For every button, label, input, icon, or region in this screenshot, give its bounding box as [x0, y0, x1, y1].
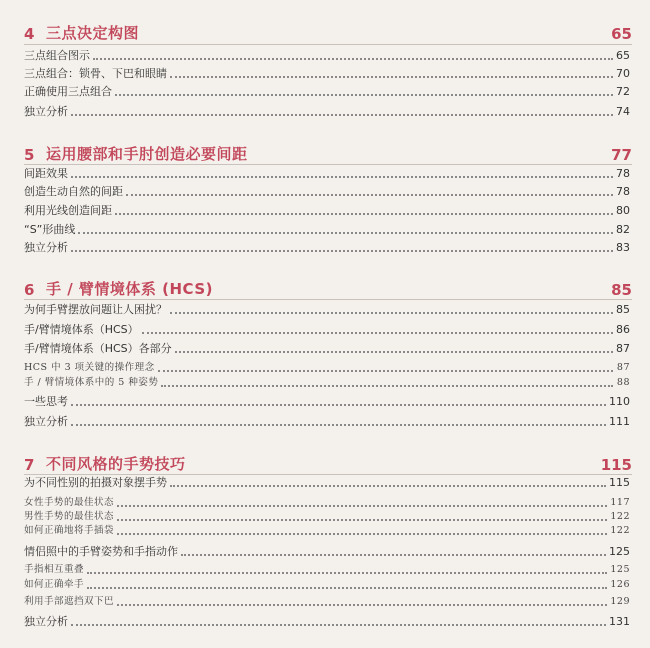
entry-page-number: 125 [609, 545, 630, 558]
entry-title: 如何正确地将手插袋 [24, 525, 115, 536]
entry-title: HCS 中 3 项关键的操作理念 [24, 362, 155, 373]
entry-page-number: 85 [616, 303, 630, 316]
chapter-page-number: 115 [600, 456, 632, 474]
chapter-heading[interactable] [24, 138, 632, 164]
toc-entry[interactable] [24, 321, 630, 337]
dot-leader [142, 332, 613, 334]
dot-leader [170, 312, 613, 314]
dot-leader [115, 94, 613, 96]
toc-entry[interactable] [24, 47, 630, 63]
entry-page-number: 86 [616, 323, 630, 336]
toc-entry[interactable] [24, 613, 630, 629]
chapter-heading[interactable] [24, 273, 632, 299]
dot-leader [117, 505, 607, 507]
entry-page-number: 82 [616, 223, 630, 236]
entry-title: 独立分析 [24, 105, 68, 118]
dot-leader [175, 351, 613, 353]
chapter-heading[interactable] [24, 448, 632, 474]
chapter-number: 5 [24, 146, 35, 164]
entry-title: 间距效果 [24, 167, 68, 180]
entry-title: 三点组合图示 [24, 49, 90, 62]
entry-page-number: 122 [610, 525, 630, 536]
dot-leader [71, 114, 613, 116]
toc-entry[interactable] [24, 165, 630, 181]
toc-subentry[interactable] [24, 359, 630, 375]
chapter-number: 7 [24, 456, 35, 474]
chapter-divider [24, 44, 632, 45]
entry-title: 一些思考 [24, 395, 68, 408]
chapter-title: 运用腰部和手肘创造必要间距 [46, 145, 248, 163]
dot-leader [117, 533, 607, 535]
entry-page-number: 74 [616, 105, 630, 118]
dot-leader [93, 58, 613, 60]
entry-page-number: 126 [610, 579, 630, 590]
toc-entry[interactable] [24, 65, 630, 81]
entry-page-number: 65 [616, 49, 630, 62]
entry-page-number: 117 [610, 497, 630, 508]
entry-title: 手/臂情境体系（HCS）各部分 [24, 342, 172, 355]
entry-title: 为不同性别的拍摄对象摆手势 [24, 476, 167, 489]
entry-title: 手 / 臂情境体系中的 5 种姿势 [24, 377, 159, 388]
toc-subentry[interactable] [24, 561, 630, 577]
chapter-heading[interactable] [24, 17, 632, 43]
chapter-page-number: 85 [611, 281, 632, 299]
entry-page-number: 87 [616, 362, 630, 373]
entry-title: 正确使用三点组合 [24, 85, 112, 98]
dot-leader [87, 572, 607, 574]
chapter-divider [24, 299, 632, 300]
toc-entry[interactable] [24, 239, 630, 255]
entry-title: 独立分析 [24, 615, 68, 628]
entry-page-number: 111 [609, 415, 630, 428]
dot-leader [71, 176, 613, 178]
dot-leader [117, 604, 607, 606]
chapter-page-number: 65 [611, 25, 632, 43]
dot-leader [126, 194, 613, 196]
entry-title: 如何正确牵手 [24, 579, 85, 590]
chapter-number: 6 [24, 281, 35, 299]
entry-title: “S”形曲线 [24, 223, 76, 236]
toc-entry[interactable] [24, 543, 630, 559]
chapter-title: 三点决定构图 [46, 24, 140, 42]
entry-page-number: 131 [609, 615, 630, 628]
entry-page-number: 88 [616, 377, 630, 388]
entry-title: 三点组合：锁骨、下巴和眼睛 [24, 67, 167, 80]
dot-leader [117, 519, 607, 521]
entry-page-number: 125 [610, 564, 630, 575]
toc-entry[interactable] [24, 103, 630, 119]
toc-entry[interactable] [24, 221, 630, 237]
dot-leader [161, 385, 613, 387]
entry-title: 独立分析 [24, 241, 68, 254]
entry-page-number: 78 [616, 185, 630, 198]
chapter-number: 4 [24, 25, 35, 43]
entry-title: 女性手势的最佳状态 [24, 497, 115, 508]
entry-title: 手指相互重叠 [24, 564, 85, 575]
toc-subentry[interactable] [24, 593, 630, 609]
dot-leader [78, 232, 613, 234]
entry-title: 情侣照中的手臂姿势和手指动作 [24, 545, 178, 558]
entry-page-number: 122 [610, 511, 630, 522]
dot-leader [170, 76, 613, 78]
toc-entry[interactable] [24, 202, 630, 218]
dot-leader [71, 404, 606, 406]
toc-entry[interactable] [24, 301, 630, 317]
dot-leader [71, 624, 606, 626]
entry-page-number: 87 [616, 342, 630, 355]
dot-leader [71, 424, 606, 426]
entry-title: 独立分析 [24, 415, 68, 428]
entry-title: 男性手势的最佳状态 [24, 511, 115, 522]
toc-entry[interactable] [24, 413, 630, 429]
toc-subentry[interactable] [24, 522, 630, 538]
dot-leader [115, 213, 613, 215]
dot-leader [170, 485, 606, 487]
entry-title: 为何手臂摆放问题让人困扰？ [24, 303, 167, 316]
entry-page-number: 129 [610, 596, 630, 607]
entry-page-number: 72 [616, 85, 630, 98]
entry-page-number: 78 [616, 167, 630, 180]
toc-entry[interactable] [24, 83, 630, 99]
toc-entry[interactable] [24, 393, 630, 409]
chapter-title: 手 / 臂情境体系 (HCS) [46, 280, 214, 298]
entry-page-number: 80 [616, 204, 630, 217]
toc-subentry[interactable] [24, 374, 630, 390]
dot-leader [158, 370, 613, 372]
entry-title: 利用光线创造间距 [24, 204, 112, 217]
toc-entry[interactable] [24, 183, 630, 199]
chapter-title: 不同风格的手势技巧 [46, 455, 186, 473]
entry-title: 手/臂情境体系（HCS） [24, 323, 139, 336]
toc-entry[interactable] [24, 340, 630, 356]
toc-subentry[interactable] [24, 576, 630, 592]
entry-page-number: 70 [616, 67, 630, 80]
entry-title: 创造生动自然的间距 [24, 185, 123, 198]
entry-page-number: 115 [609, 476, 630, 489]
entry-title: 利用手部遮挡双下巴 [24, 596, 115, 607]
toc-entry[interactable] [24, 474, 630, 490]
dot-leader [181, 554, 606, 556]
dot-leader [71, 250, 613, 252]
entry-page-number: 110 [609, 395, 630, 408]
entry-page-number: 83 [616, 241, 630, 254]
chapter-page-number: 77 [611, 146, 632, 164]
dot-leader [87, 587, 607, 589]
